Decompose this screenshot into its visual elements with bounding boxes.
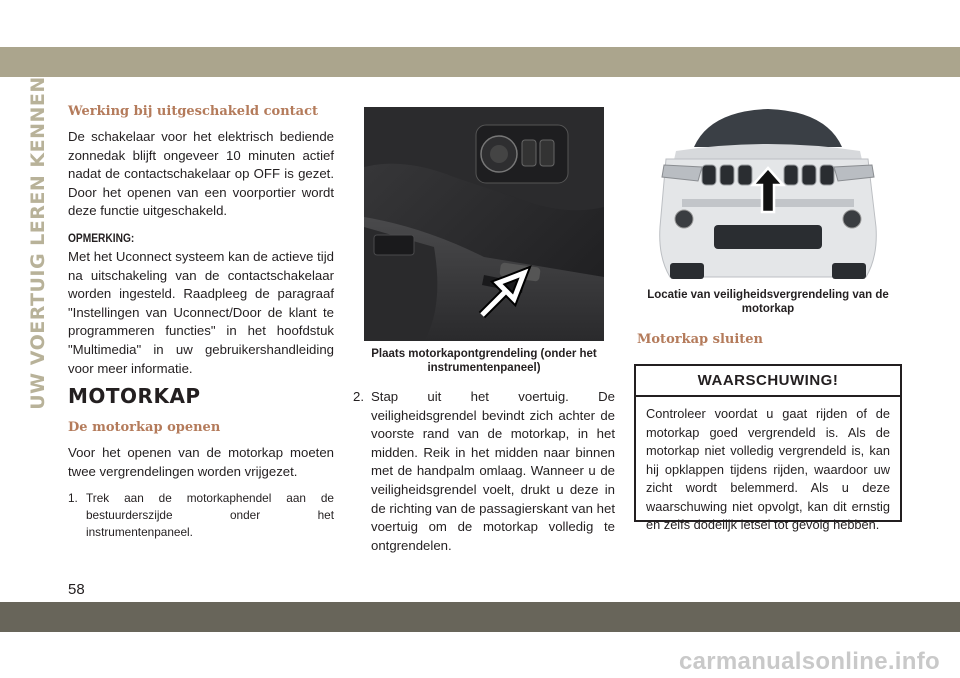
step-1 (68, 490, 334, 541)
watermark: carmanualsonline.info (678, 648, 940, 675)
note-body: Met het Uconnect systeem kan de actieve tijd na uitschakeling van de contactschakelaar worden ingesteld. Raadpleeg de paragraaf "Instellingen van Uconnect/Door de klant te programmeren functies" in het hoofdstuk "Multimedia" in uw gebruikershandleiding voor meer informatie. (68, 249, 334, 376)
caption-hood-safety-latch: Locatie van veiligheidsvergrendeling van de motorkap (647, 289, 889, 315)
photo-hood-release-lever (364, 107, 604, 341)
page-number: 58 (68, 581, 85, 598)
arrow-up-right-icon (474, 265, 532, 323)
paragraph-ignition-off: De schakelaar voor het elektrisch bediende zonnedak blijft ongeveer 10 minuten actief nadat de contactschakelaar op OFF is gezet. Door het openen van een voorportier wordt deze functie uitgeschakeld. (68, 129, 334, 219)
step-2 (353, 388, 615, 555)
chapter-tab (27, 76, 50, 410)
heading-open-hood: De motorkap openen (68, 420, 221, 435)
step-text: Stap uit het voertuig. De veiligheidsgrendel bevindt zich achter de voorste rand van de motorkap, in het midden. Reik in het midden naar binnen met de handpalm omlaag. Wanneer u de veiligheidsgrendel voelt, drukt u deze in de richting van de passagierskant van het voertuig om de motorkap volledig te ontgrendelen. (371, 389, 615, 553)
step-number: 1. (68, 491, 78, 505)
note-label: OPMERKING: (68, 231, 135, 245)
chapter-tab-label: UW VOERTUIG LEREN KENNEN (27, 76, 50, 410)
heading-close-hood: Motorkap sluiten (637, 332, 764, 347)
arrow-up-icon (750, 165, 786, 215)
header-band (0, 47, 960, 77)
warning-body: Controleer voordat u gaat rijden of de motorkap goed vergrendeld is. Als de motorkap niet volledig vergrendeld is, kan hij opklappen tijdens rijden, waardoor uw zicht wordt belemmerd. Als u deze waarschuwing niet opvolgt, kan dit ernstig en zelfs dodelijk letsel tot gevolg hebben. (646, 406, 890, 532)
footer-band (0, 602, 960, 632)
step-number: 2. (353, 389, 364, 404)
photo-hood-safety-latch (654, 107, 882, 281)
warning-title: WAARSCHUWING! (697, 372, 839, 389)
step-text: Trek aan de motorkaphendel aan de bestuurderszijde onder het instrumentenpaneel. (86, 491, 334, 539)
heading-ignition-off: Werking bij uitgeschakeld contact (68, 104, 319, 119)
caption-hood-release-lever: Plaats motorkapontgrendeling (onder het instrumentenpaneel) (371, 348, 597, 374)
paragraph-open-intro: Voor het openen van de motorkap moeten twee vergrendelingen worden vrijgezet. (68, 445, 334, 479)
warning-box (634, 364, 902, 532)
section-title-motorkap: MOTORKAP (68, 384, 201, 408)
